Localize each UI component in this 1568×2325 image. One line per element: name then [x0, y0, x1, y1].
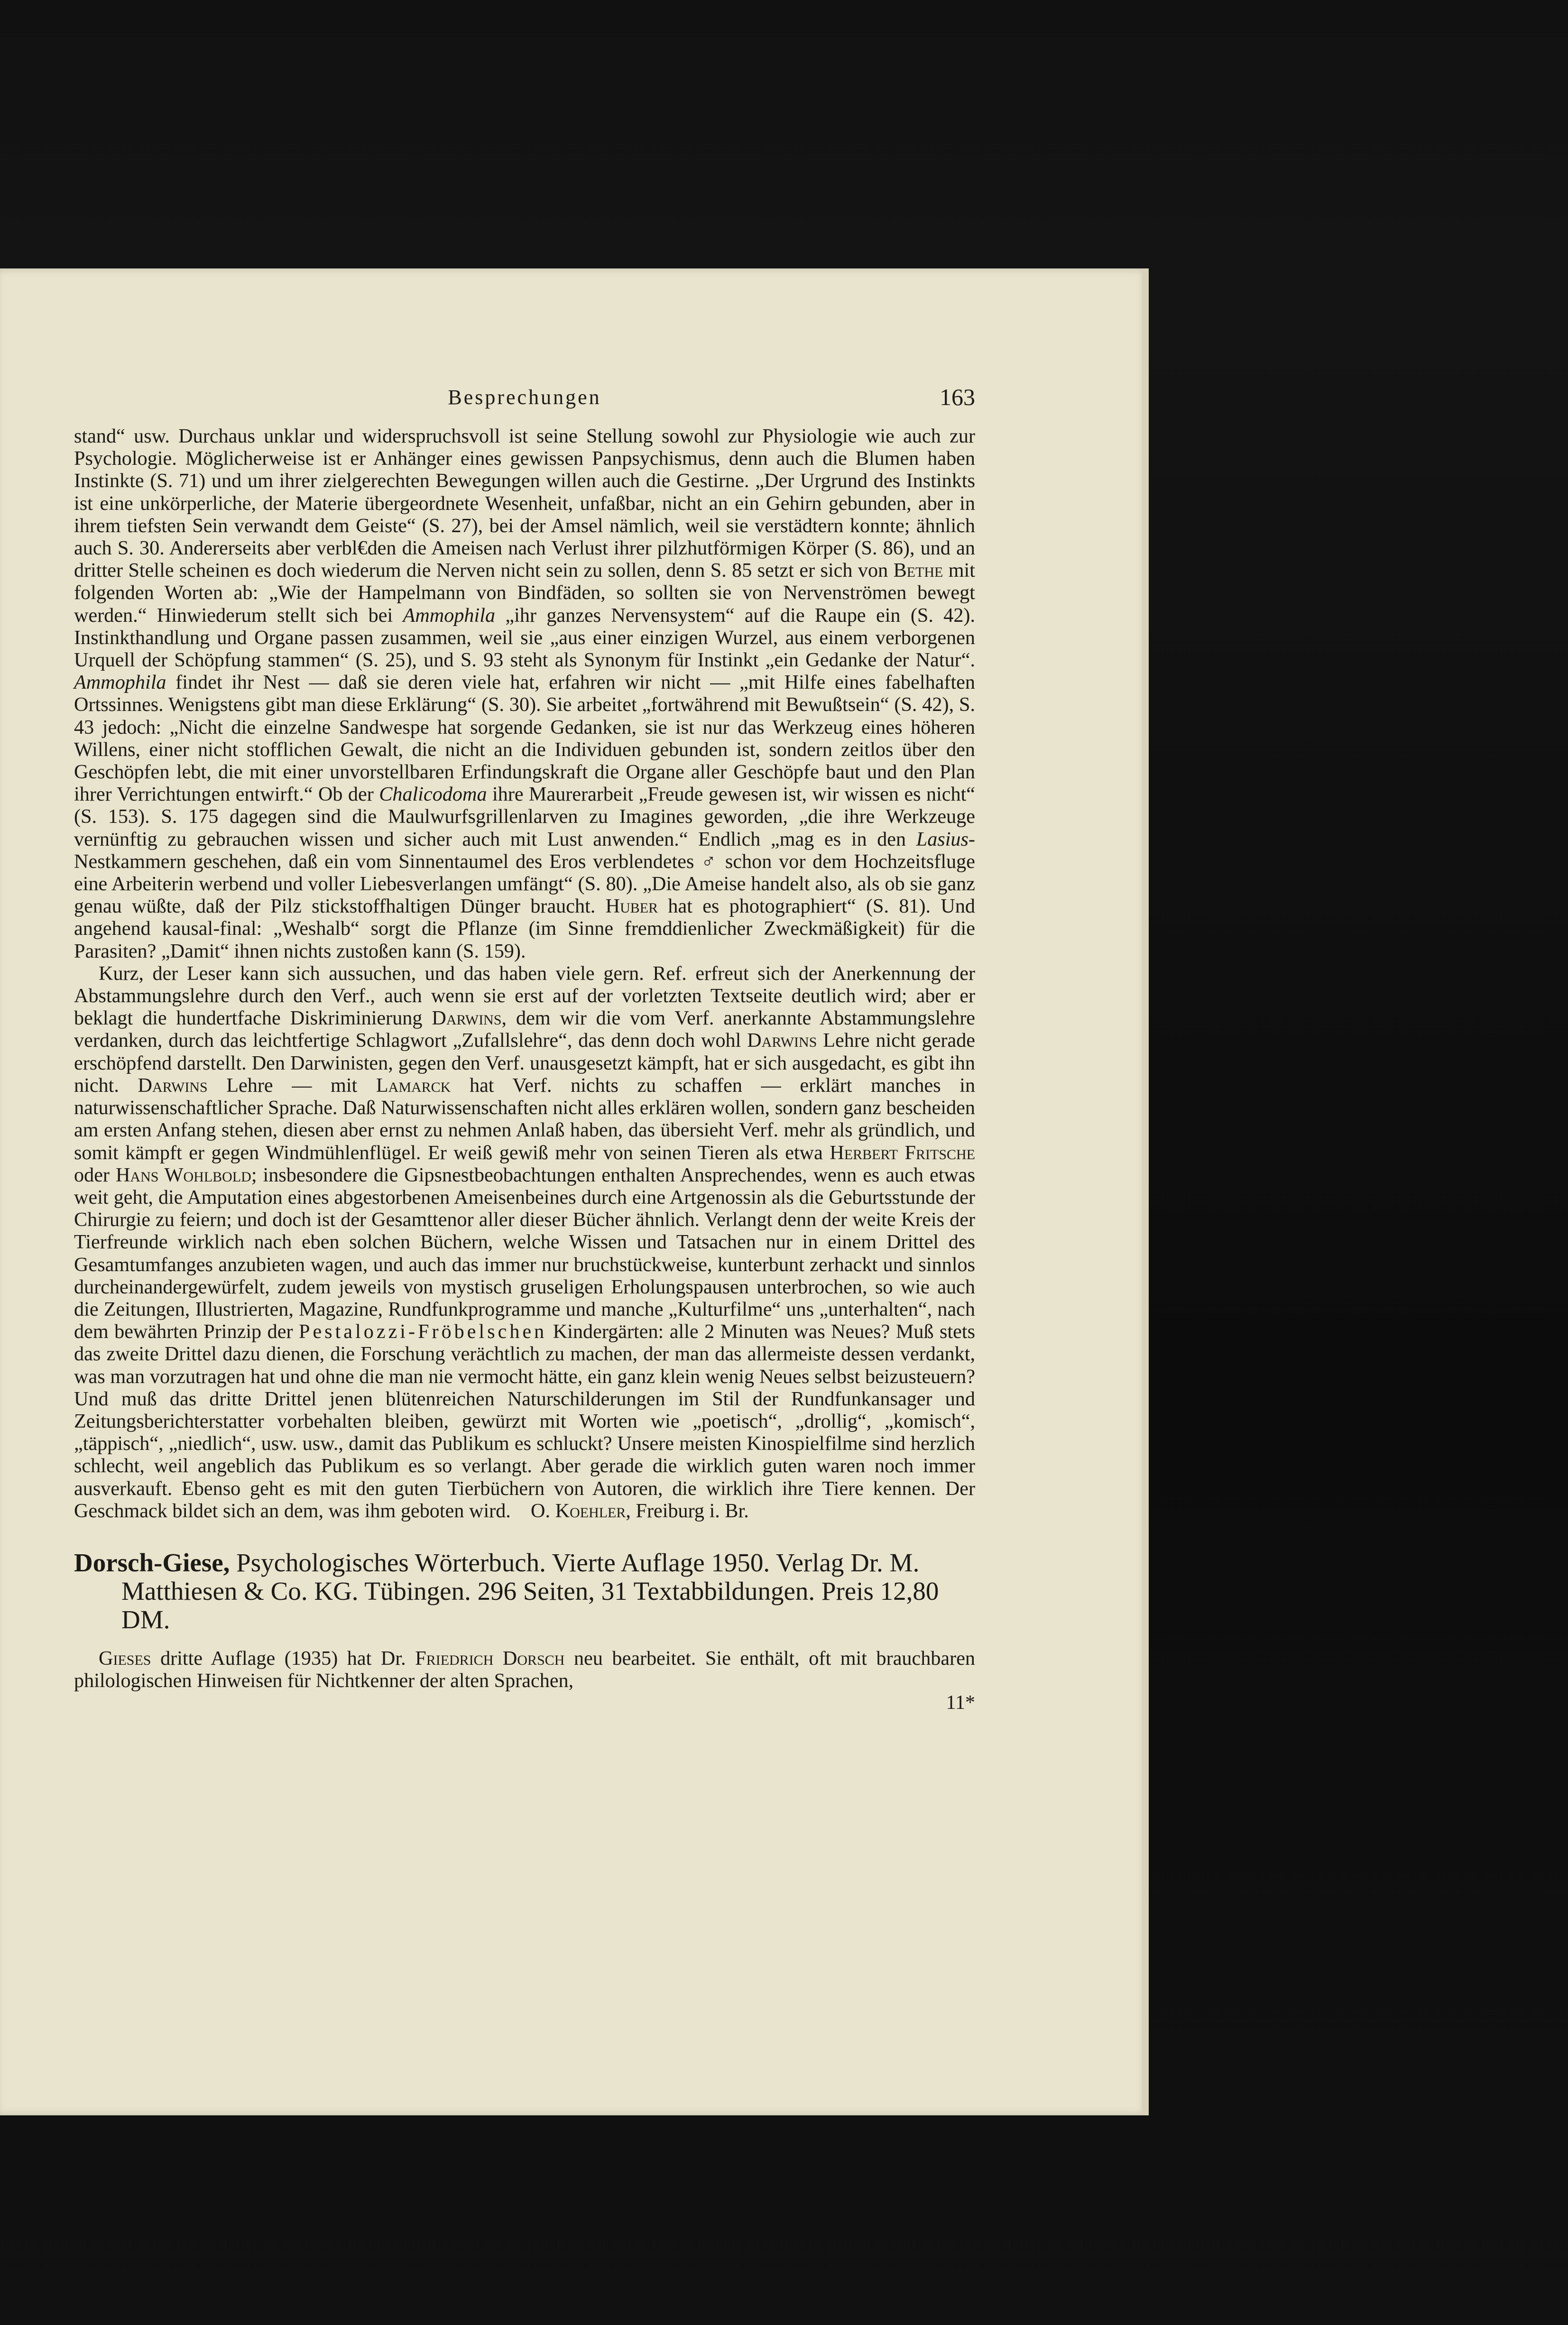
name-huber: Huber	[605, 895, 658, 918]
name-fritsche: Herbert Fritsche	[830, 1141, 976, 1164]
name-wohlbold: Hans Wohlbold	[115, 1163, 251, 1186]
running-head-title: Besprechungen	[448, 386, 601, 409]
review-signature: O. Koehler, Freiburg i. Br.	[531, 1499, 749, 1522]
review-koehler	[74, 425, 975, 1522]
name-lamarck: Lamarck	[376, 1074, 451, 1097]
name-bethe: Bethe	[893, 559, 943, 582]
entry-author: Dorsch-Giese,	[74, 1548, 230, 1577]
review-paragraph-2: Kurz, der Leser kann sich aussuchen, und das haben viele gern. Ref. erfreut sich der Anerkennung der Abstammungslehre durch den Verf., auch wenn sie erst auf der vorletzten Textseite deutlich wird; aber er beklagt die hundertfache Diskriminierung Darwins, dem wir die vom Verf. anerkannte Abstammungslehre verdanken, durch das leichtfertige Schlagwort „Zufallslehre“, das denn doch wohl Darwins Lehre nicht gerade erschöpfend darstellt. Den Darwinisten, gegen den Verf. unausgesetzt kämpft, hat er sich ausgedacht, es gibt ihn nicht. Darwins Lehre — mit Lamarck hat Verf. nichts zu schaffen — erklärt manches in naturwissenschaftlicher Sprache. Daß Naturwissenschaften nicht alles erklären wollen, sondern ganz bescheiden am ersten Anfang stehen, diesen aber ernst zu nehmen Anlaß haben, das übersieht Verf. mehr als gründlich, und somit kämpft er gegen Windmühlenflügel. Er weiß gewiß mehr von seinen Tieren als etwa Herbert Fritsche oder Hans Wohlbold; insbesondere die Gipsnestbeobachtungen enthalten Ansprechendes, wenn es auch etwas weit geht, die Amputation eines abgestorbenen Ameisenbeines durch eine Artgenossin als die Geburtsstunde der Chirurgie zu feiern; und doch ist der Gesamttenor aller dieser Bücher ähnlich. Verlangt denn der weite Kreis der Tierfreunde wirklich nach eben solchen Büchern, welche Wissen und Tatsachen nur in einem Drittel des Gesamtumfanges anzubieten wagen, und auch das immer nur bruchstückweise, kunterbunt zerhackt und sinnlos durcheinandergewürfelt, zudem jeweils von mystisch gruseligen Erholungspausen unterbrochen, so wie auch die Zeitungen, Illustrierten, Magazine, Rundfunkprogramme und manche „Kulturfilme“ uns „unterhalten“, nach dem bewährten Prinzip der Pestalozzi-Fröbelschen Kindergärten: alle 2 Minuten was Neues? Muß stets das zweite Drittel dazu dienen, die Forschung verächtlich zu machen, der man das allermeiste dessen verdankt, was man vorzutragen hat und ohne die man nie vermocht hätte, ein ganz klein wenig Neues selbst beizusteuern? Und muß das dritte Drittel jenen blütenreichen Naturschilderungen im Stil der Rundfunkansager und Zeitungsberichterstatter vorbehalten bleiben, gewürzt mit Worten wie „poetisch“, „drollig“, „komisch“, „täppisch“, „niedlich“, usw. usw., damit das Publikum es schluckt? Unsere meisten Kinospielfilme sind herzlich schlecht, weil angeblich das Publikum es so verlangt. Aber gerade die wirklich guten waren noch immer ausverkauft. Ebenso geht es mit den guten Tierbüchern von Autoren, die wirklich ihre Tiere kennen. Der Geschmack bildet sich an dem, was ihm geboten wird. O. Koehler, Freiburg i. Br.	[74, 962, 976, 1522]
review-entry-heading	[74, 1549, 975, 1634]
review-dorsch-giese	[74, 1647, 975, 1714]
name-darwins: Darwins	[138, 1074, 208, 1097]
taxon-ammophila: Ammophila	[403, 604, 496, 627]
running-head	[74, 385, 975, 414]
name-gieses: Gieses	[99, 1647, 151, 1670]
name-dorsch: Friedrich Dorsch	[415, 1647, 565, 1670]
review-paragraph-1: stand“ usw. Durchaus unklar und widerspruchsvoll ist seine Stellung sowohl zur Physiologie wie auch zur Psychologie. Möglicherweise ist er Anhänger eines gewissen Panpsychismus, denn auch die Blumen haben Instinkte (S. 71) und um ihrer zielgerechten Bewegungen willen auch die Gestirne. „Der Urgrund des Instinkts ist eine unkörperliche, der Materie übergeordnete Wesenheit, unfaßbar, nicht an ein Gehirn gebunden, aber in ihrem tiefsten Sein verwandt dem Geiste“ (S. 27), bei der Amsel nämlich, weil sie verstädtern konnte; ähnlich auch S. 30. Andererseits aber verbl€den die Ameisen nach Verlust ihrer pilzhutförmigen Körper (S. 86), und an dritter Stelle scheinen es doch wiederum die Nerven nicht sein zu sollen, denn S. 85 setzt er sich von Bethe mit folgenden Worten ab: „Wie der Hampelmann von Bindfäden, so sollten sie von Nervenströmen bewegt werden.“ Hinwiederum stellt sich bei Ammophila „ihr ganzes Nervensystem“ auf die Raupe ein (S. 42). Instinkthandlung und Organe passen zusammen, weil sie „aus einer einzigen Wurzel, aus einem verborgenen Urquell der Schöpfung stammen“ (S. 25), und S. 93 steht als Synonym für Instinkt „ein Gedanke der Natur“. Ammophila findet ihr Nest — daß sie deren viele hat, erfahren wir nicht — „mit Hilfe eines fabelhaften Ortssinnes. Wenigstens gibt man diese Erklärung“ (S. 30). Sie arbeitet „fortwährend mit Bewußtsein“ (S. 42), S. 43 jedoch: „Nicht die einzelne Sandwespe hat sorgende Gedanken, sie ist nur das Werkzeug eines höheren Willens, einer nicht stofflichen Gewalt, die nicht an die Individuen gebunden ist, sondern zeitlos über den Geschöpfen lebt, die mit einer unvorstellbaren Erfindungskraft die Organe aller Geschöpfe baut und den Plan ihrer Verrichtungen entwirft.“ Ob der Chalicodoma ihre Maurerarbeit „Freude gewesen ist, wir wissen es nicht“ (S. 153). S. 175 dagegen sind die Maulwurfsgrillenlarven zu Imagines geworden, „die ihre Werkzeuge vernünftig zu gebrauchen wissen und sicher auch mit Lust anwenden.“ Endlich „mag es in den Lasius-Nestkammern geschehen, daß ein vom Sinnentaumel des Eros verblendetes ♂ schon vor dem Hochzeitsfluge eine Arbeiterin werbend und voller Liebesverlangen umfängt“ (S. 80). „Die Ameise handelt also, als ob sie ganz genau wüßte, daß der Pilz stickstoffhaltigen Dünger braucht. Huber hat es photographiert“ (S. 81). Und angehend kausal-final: „Weshalb“ sorgt die Pflanze (im Sinne fremddienlicher Zweckmäßigkeit) für die Parasiten? „Damit“ ihnen nichts zustoßen kann (S. 159).	[74, 425, 976, 962]
name-darwins: Darwins	[747, 1029, 817, 1052]
page-number: 163	[940, 384, 975, 410]
name-darwins: Darwins	[432, 1007, 502, 1030]
taxon-ammophila: Ammophila	[74, 671, 166, 694]
entry-bibliography: Psychologisches Wörterbuch. Vierte Auflage 1950. Verlag Dr. M. Matthiesen & Co. KG. Tübingen. 296 Seiten, 31 Textabbildungen. Preis 12,80 DM.	[121, 1548, 939, 1634]
signature-name: Koehler	[555, 1499, 626, 1522]
taxon-chalicodoma: Chalicodoma	[379, 783, 487, 806]
name-pestalozzi: Pestalozzi-Fröbelschen	[298, 1320, 547, 1343]
entry-paragraph-1: Gieses dritte Auflage (1935) hat Dr. Friedrich Dorsch neu bearbeitet. Sie enthält, oft mit brauchbaren philologischen Hinweisen für Nichtkenner der alten Sprachen,	[74, 1647, 976, 1692]
signature-mark: 11*	[946, 1692, 975, 1714]
taxon-lasius: Lasius	[916, 828, 968, 850]
page-edge	[1142, 268, 1149, 2115]
page-content	[74, 385, 975, 1714]
